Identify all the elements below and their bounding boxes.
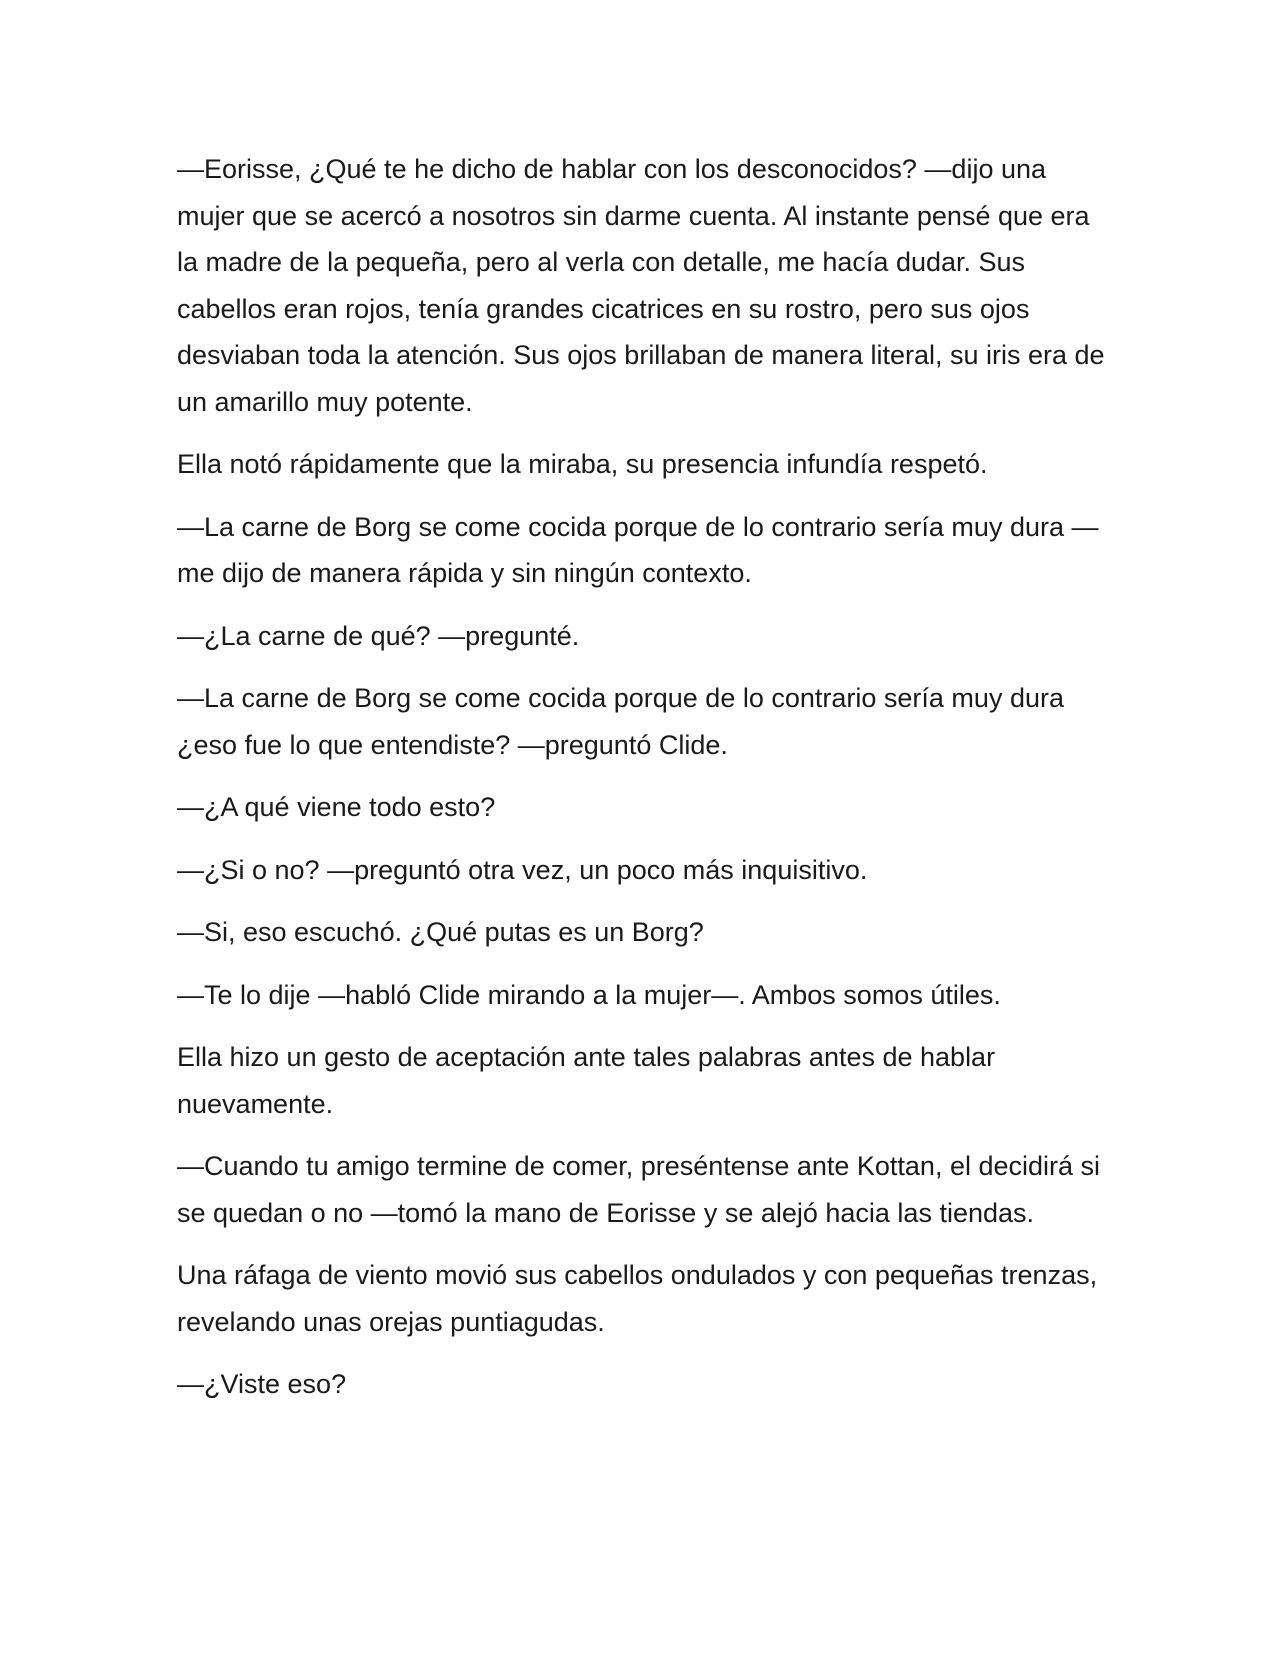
paragraph-4: —¿La carne de qué? —pregunté.: [177, 620, 580, 651]
document-body: [177, 146, 1107, 1424]
paragraph-10: Ella hizo un gesto de aceptación ante tales palabras antes de hablar nuevamente.: [177, 1042, 996, 1119]
paragraph-1: —Eorisse, ¿Qué te he dicho de hablar con los desconocidos? —dijo una mujer que se acercó a nosotros sin darme cuenta. Al instante pensé que era la madre de la pequeña, pero al verla con detalle, me hacía dudar. Sus cabellos eran rojos, tenía grandes cicatrices en su rostro, pero sus ojos desviaban toda la atención. Sus ojos brillaban de manera literal, su iris era de un amarillo muy potente.: [177, 154, 1105, 417]
paragraph-7: —¿Si o no? —preguntó otra vez, un poco más inquisitivo.: [177, 854, 868, 885]
paragraph-5: —La carne de Borg se come cocida porque de lo contrario sería muy dura ¿eso fue lo que entendiste? —preguntó Clide.: [177, 683, 1064, 760]
paragraph-11: —Cuando tu amigo termine de comer, preséntense ante Kottan, el decidirá si se quedan o no —tomó la mano de Eorisse y se alejó hacia las tiendas.: [177, 1151, 1101, 1228]
paragraph-6: —¿A qué viene todo esto?: [177, 792, 496, 822]
paragraph-3: —La carne de Borg se come cocida porque de lo contrario sería muy dura —me dijo de manera rápida y sin ningún contexto.: [177, 511, 1099, 588]
paragraph-2: Ella notó rápidamente que la miraba, su presencia infundía respetó.: [177, 449, 988, 479]
paragraph-9: —Te lo dije —habló Clide mirando a la mujer—. Ambos somos útiles.: [177, 979, 1001, 1010]
paragraph-12: Una ráfaga de viento movió sus cabellos ondulados y con pequeñas trenzas, revelando unas orejas puntiagudas.: [177, 1260, 1098, 1337]
paragraph-8: —Si, eso escuchó. ¿Qué putas es un Borg?: [177, 917, 704, 947]
paragraph-13: —¿Viste eso?: [177, 1369, 347, 1399]
